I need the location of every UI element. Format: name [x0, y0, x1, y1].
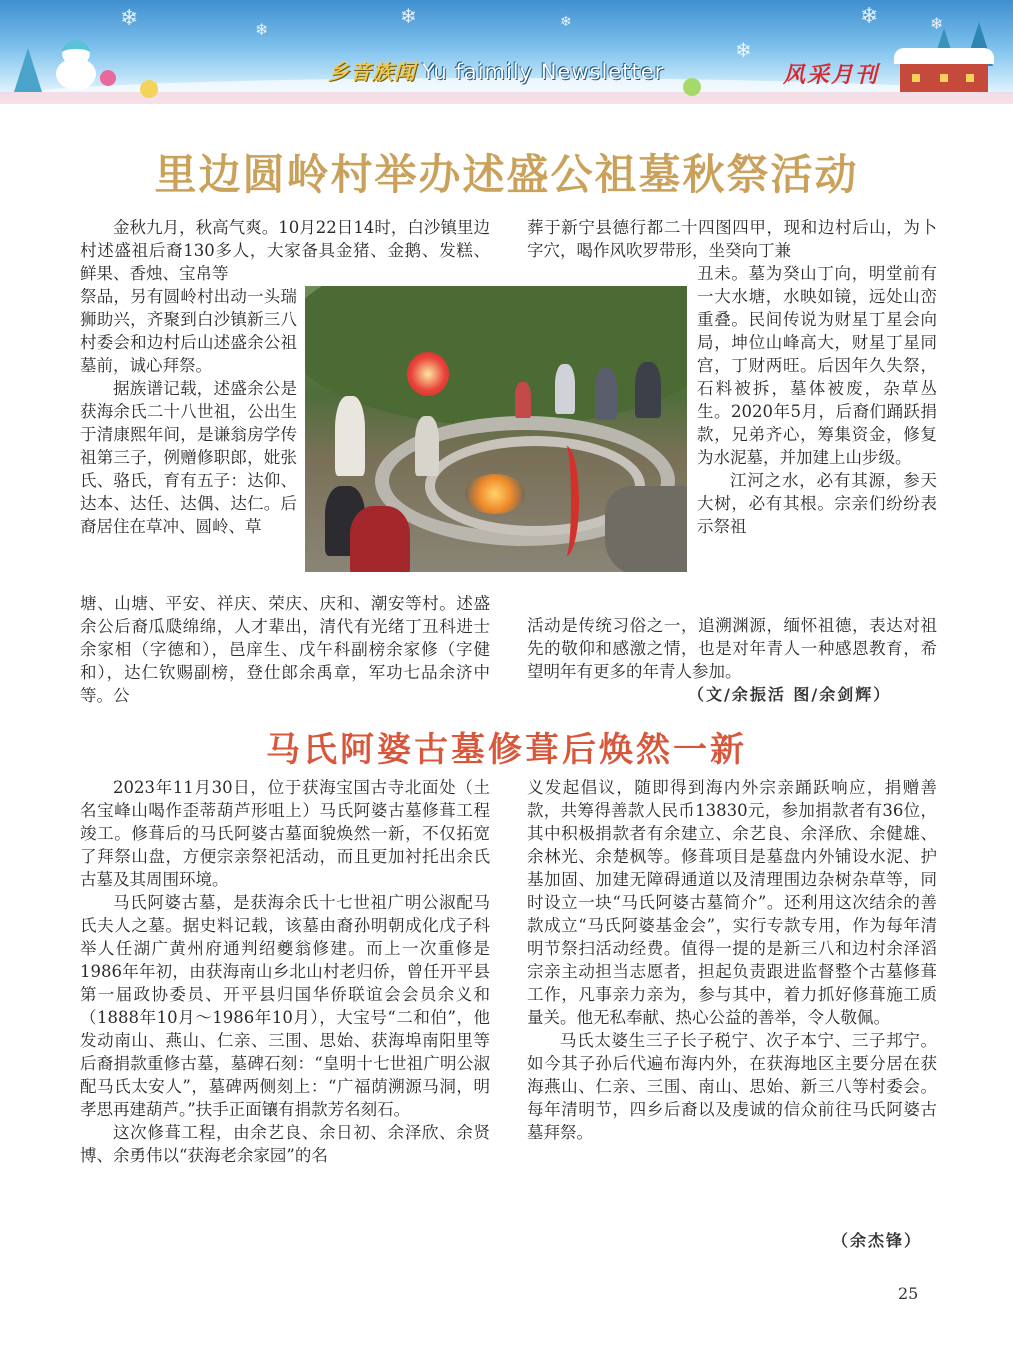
article1-paragraph: 金秋九月，秋高气爽。10月22日14时，白沙镇里边村述盛祖后裔130多人，大家备具金猪、金鹅、发糕、鲜果、香烛、宝帛等: [80, 218, 490, 283]
article1-paragraph: 祭品，另有圆岭村出动一头瑞狮助兴，齐聚到白沙镇新三八村委会和边村后山述盛余公祖墓前，诚心拜祭。: [80, 287, 297, 375]
article2-paragraph: 2023年11月30日，位于获海宝国古寺北面处（土名宝峰山喝作歪蒂葫芦形咀上）马氏阿婆古墓修葺工程竣工。修葺后的马氏阿婆古墓面貌焕然一新，不仅拓宽了拜祭山盘，方便宗亲祭祀活动，而且更加衬托出余氏古墓及其周围环境。: [80, 778, 490, 889]
ornament-icon: [140, 80, 158, 98]
newsletter-title-en: Yu faimily Newsletter: [422, 60, 665, 84]
snowflake-icon: ❄: [860, 4, 879, 29]
ornament-icon: [100, 70, 116, 86]
article1-credit: （文/余振活 图/余剑辉）: [688, 685, 892, 704]
snowflake-icon: ❄: [735, 38, 752, 62]
newsletter-title: [328, 56, 664, 86]
snowflake-icon: ❄: [400, 4, 417, 28]
tree-icon: [14, 48, 42, 92]
page-number: 25: [898, 1284, 919, 1303]
header-banner: [0, 0, 1013, 104]
article2-col2: [527, 776, 937, 1144]
article1-paragraph: 据族谱记载，述盛余公是获海余氏二十八世祖，公出生于清康熙年间，是谦翁房学传祖第三子，例赠修职郎，妣张氏、骆氏，育有五子：达仰、达本、达任、达偶、达仁。后裔居住在草冲、圆岭、草: [80, 379, 297, 536]
ornament-icon: [683, 78, 701, 96]
article1-col1-bottom: [80, 592, 490, 707]
snowman-icon: [52, 40, 100, 92]
article1-paragraph: 江河之水，必有其源，参天大树，必有其根。宗亲们纷纷表示祭祖: [697, 471, 937, 536]
snowflake-icon: ❄: [120, 6, 139, 31]
newsletter-title-cn: 乡音族闻: [328, 60, 416, 84]
article2-paragraph: 这次修葺工程，由余艺良、余日初、余泽欣、余贤博、余勇伟以“获海老余家园”的名: [80, 1123, 490, 1165]
article1-col1-top: [80, 216, 490, 285]
article1-title: 里边圆岭村举办述盛公祖墓秋祭活动: [154, 150, 859, 199]
article2-paragraph: 马氏阿婆古墓，是获海余氏十七世祖广明公淑配马氏夫人之墓。据史料记载，该墓由裔孙明朝成化戊子科举人任湖广黄州府通判绍夔翁修建。而上一次重修是1986年年初，由获海南山乡北山村老归侨，曾任开平县第一届政协委员、开平县归国华侨联谊会会员余义和（1888年10月～1986年10月），大宝号“二和伯”，他发动南山、燕山、仁亲、三围、思始、获海埠南阳里等后裔捐款重修古墓，墓碑石刻：“皇明十七世祖广明公淑配马氏太安人”，墓碑两侧刻上：“广福荫溯源马洞，明孝思再建葫芦。”扶手正面镶有捐款芳名刻石。: [80, 893, 490, 1119]
article1-paragraph: 活动是传统习俗之一，追溯渊源，缅怀祖德，表达对祖先的敬仰和感激之情，也是对年青人一种感恩教育，希望明年有更多的年青人参加。: [527, 616, 937, 681]
snowflake-icon: ❄: [930, 14, 944, 33]
article1-col2-top: [527, 216, 937, 262]
article2-paragraph: 义发起倡议，随即得到海内外宗亲踊跃响应，捐赠善款，共筹得善款人民币13830元，参加捐款者有36位，其中积极捐款者有余建立、余艺良、余泽欣、余健雄、余林光、余楚枫等。修葺项目是墓盘内外铺设水泥、护基加固、加建无障碍通道以及清理围边杂树杂草等，同时设立一块“马氏阿婆古墓简介”。还利用这次结余的善款成立“马氏阿婆基金会”，实行专款专用，作为每年清明节祭扫活动经费。值得一提的是新三八和边村余泽滔宗亲主动担当志愿者，担起负责跟进监督整个古墓修葺工作，凡事亲力亲为，参与其中，着力抓好修葺施工质量关。他无私奉献、热心公益的善举，令人敬佩。: [527, 778, 937, 1027]
article2-paragraph: 马氏太婆生三子长子税宁、次子本宁、三子邦宁。如今其子孙后代遍布海内外，在获海地区主要分居在获海燕山、仁亲、三围、南山、思始、新三八等村委会。每年清明节，四乡后裔以及虔诚的信众前往马氏阿婆古墓拜祭。: [527, 1031, 937, 1142]
snowflake-icon: ❄: [255, 20, 269, 39]
article1-col2-bottom: [527, 614, 937, 683]
article1-col2-wrap: [697, 262, 937, 538]
article1-paragraph: 丑未。墓为癸山丁向，明堂前有一大水塘，水映如镜，远处山峦重叠。民间传说为财星丁星会向局，坤位山峰高大，财星丁星同宫，丁财两旺。后因年久失祭，石料被拆，墓体被废，杂草丛生。2020年5月，后裔们踊跃捐款，兄弟齐心，筹集资金，修复为水泥墓，并加建上山步级。: [697, 264, 937, 467]
snowflake-icon: ❄: [560, 14, 572, 30]
article2-title: 马氏阿婆古墓修葺后焕然一新: [266, 730, 747, 770]
article2-col1: [80, 776, 490, 1167]
ceremony-photo: [305, 286, 687, 572]
article1-paragraph: 塘、山塘、平安、祥庆、荣庆、庆和、潮安等村。述盛余公后裔瓜瓞绵绵，人才辈出，清代有光绪丁丑科进士余家相（字德和），邑庠生、戊午科副榜余家修（字健和），达仁钦赐副榜，登仕郎余禹章，军功七品余济中等。公: [80, 594, 490, 705]
house-icon: [900, 62, 988, 92]
section-label: 风采月刊: [783, 63, 880, 88]
article2-credit: （余杰锋）: [832, 1231, 923, 1250]
article1-col1-wrap: [80, 285, 297, 538]
article1-paragraph: 葬于新宁县德行都二十四图四甲，现和边村后山，为卜字穴，喝作风吹罗带形，坐癸向丁兼: [527, 218, 937, 260]
